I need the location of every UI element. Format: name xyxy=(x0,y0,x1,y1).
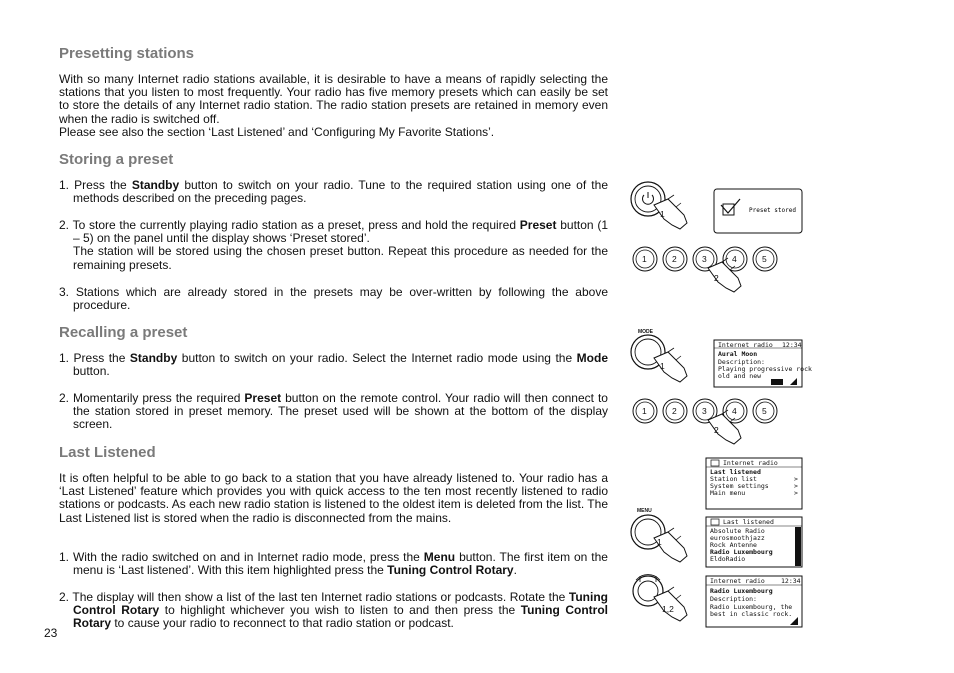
svg-text:5: 5 xyxy=(762,406,767,416)
svg-text:5: 5 xyxy=(762,254,767,264)
svg-text:1: 1 xyxy=(642,254,647,264)
svg-text:>: > xyxy=(794,482,798,490)
fig2-step-label: 2 xyxy=(714,273,719,283)
svg-text:4: 4 xyxy=(732,254,737,264)
display-internet-radio-menu xyxy=(706,458,802,509)
presetting-paragraph: With so many Internet radio stations available, it is desirable to have a means of rapidly selecting the stations that you listen to most frequently. Your radio has five memory presets which can easily be set to store the details of any Internet radio station. The radio station presets are retained in memory even when the radio is switched off. xyxy=(59,72,608,126)
preset-button-2[interactable] xyxy=(663,247,687,271)
svg-text:Station list: Station list xyxy=(710,475,757,483)
svg-text:Description:: Description: xyxy=(718,358,765,366)
storing-step-2: 2. To store the currently playing radio station as a preset, press and hold the required Preset button (1 – 5) on the panel until the display shows ‘Preset stored’. The station will be stored using the chosen preset button. Repeat this procedure as needed for the remaining presets. xyxy=(59,218,609,272)
svg-text:eurosmoothjazz: eurosmoothjazz xyxy=(710,534,765,542)
section-title-presetting: Presetting stations xyxy=(59,45,195,62)
svg-text:12:34: 12:34 xyxy=(782,341,802,349)
display-now-playing-2 xyxy=(706,576,802,627)
svg-text:Description:: Description: xyxy=(710,595,757,603)
section-title-last-listened: Last Listened xyxy=(59,444,156,461)
mode-button-label: MODE xyxy=(638,329,653,335)
svg-text:3: 3 xyxy=(702,254,707,264)
svg-text:Rock Antenne: Rock Antenne xyxy=(710,541,757,549)
preset-button-1[interactable] xyxy=(633,247,657,271)
svg-text:Last listened: Last listened xyxy=(723,518,774,526)
radio-icon xyxy=(711,519,719,525)
svg-text:Internet radio: Internet radio xyxy=(710,577,765,585)
fig4-step-label: 2 xyxy=(714,425,719,435)
preset-button-1[interactable] xyxy=(633,399,657,423)
svg-text:>: > xyxy=(794,489,798,497)
preset-stored-text: Preset stored xyxy=(749,207,796,214)
last-listened-paragraph: It is often helpful to be able to go back to a station that you have already listened to. Your radio has a ‘Last Listened’ feature which provides you with quick access to the ten most recently listened to radio stations or podcasts. As each new radio station is listened to the oldest item is deleted from the list. The Last Listened list is stored when the radio is disconnected from the mains. xyxy=(59,471,608,525)
svg-text:EldoRadio: EldoRadio xyxy=(710,555,746,563)
fig1-step-label: 1 xyxy=(660,209,665,219)
fig3-step-label: 1 xyxy=(660,361,665,371)
svg-text:System settings: System settings xyxy=(710,482,769,490)
svg-text:old and new: old and new xyxy=(718,372,762,380)
section-title-storing: Storing a preset xyxy=(59,151,174,168)
radio-icon xyxy=(711,460,719,466)
recalling-step-1: 1. Press the Standby button to switch on your radio. Select the Internet radio mode using the Mode button. xyxy=(59,351,608,379)
svg-text:Internet radio: Internet radio xyxy=(718,341,773,349)
svg-text:Main menu: Main menu xyxy=(710,489,746,497)
svg-text:Radio Luxembourg: Radio Luxembourg xyxy=(710,587,773,595)
fig6-step-label: 1 xyxy=(657,537,662,547)
last-listened-step-2: 2. The display will then show a list of the last ten Internet radio stations or podcasts. Rotate the Tuning Control Rotary to highlight whichever you wish to listen to and then press the Tuning Control Rotary to cause your radio to reconnect to that radio station or podcast. xyxy=(59,590,608,631)
svg-text:Aural Moon: Aural Moon xyxy=(718,350,758,358)
presetting-see-also: Please see also the section ‘Last Listened’ and ‘Configuring My Favorite Stations’. xyxy=(59,125,495,139)
preset-indicator-icon xyxy=(771,379,783,385)
page-number: 23 xyxy=(44,626,58,640)
preset-button-2[interactable] xyxy=(663,399,687,423)
last-listened-step-1: 1. With the radio switched on and in Internet radio mode, press the Menu button. The first item on the menu is ‘Last listened’. With this item highlighted press the Tuning Control Rotary. xyxy=(59,550,608,578)
svg-text:Radio Luxembourg: Radio Luxembourg xyxy=(710,548,773,556)
display-last-listened-list xyxy=(706,517,802,567)
svg-text:Last listened: Last listened xyxy=(710,468,761,476)
preset-buttons-row-1 xyxy=(633,247,777,292)
storing-step-3: 3. Stations which are already stored in the presets may be over-written by following the above procedure. xyxy=(59,285,608,313)
mode-button-figure xyxy=(631,329,687,382)
svg-text:Playing progressive rock: Playing progressive rock xyxy=(718,365,812,373)
display-now-playing-1 xyxy=(714,340,812,387)
tuning-rotary-figure xyxy=(633,575,687,621)
svg-text:Internet radio: Internet radio xyxy=(723,459,778,467)
section-title-recalling: Recalling a preset xyxy=(59,324,188,341)
scrollbar xyxy=(795,527,801,566)
svg-text:2: 2 xyxy=(672,406,677,416)
fig7-step-label: 1,2 xyxy=(662,604,674,614)
svg-text:Absolute Radio: Absolute Radio xyxy=(710,527,765,535)
svg-text:4: 4 xyxy=(732,406,737,416)
display-preset-stored xyxy=(714,189,802,233)
standby-button-figure xyxy=(631,182,687,229)
menu-button-label: MENU xyxy=(637,508,652,514)
svg-text:1: 1 xyxy=(642,406,647,416)
preset-button-5[interactable] xyxy=(753,399,777,423)
svg-text:Radio Luxembourg, the: Radio Luxembourg, the xyxy=(710,603,793,611)
svg-text:best in classic rock.: best in classic rock. xyxy=(710,610,793,618)
storing-step-1: 1. Press the Standby button to switch on your radio. Tune to the required station using one of the methods described on the preceding pages. xyxy=(59,178,608,206)
svg-text:3: 3 xyxy=(702,406,707,416)
preset-buttons-row-2 xyxy=(633,399,777,444)
svg-text:12:34: 12:34 xyxy=(781,577,801,585)
svg-text:2: 2 xyxy=(672,254,677,264)
svg-text:>: > xyxy=(794,475,798,483)
preset-button-5[interactable] xyxy=(753,247,777,271)
recalling-step-2: 2. Momentarily press the required Preset button on the remote control. Your radio will then connect to the station stored in preset memory. The preset used will be shown at the bottom of the display screen. xyxy=(59,391,608,432)
menu-button-figure xyxy=(631,508,687,562)
